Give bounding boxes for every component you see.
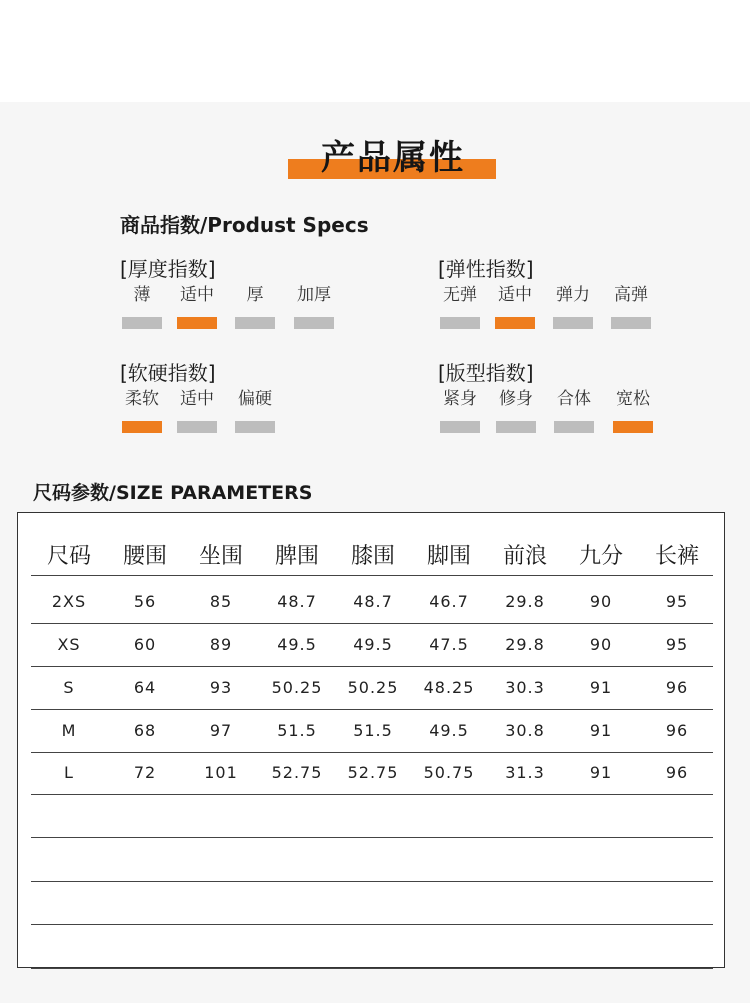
table-header-cell: 九分 (578, 544, 623, 569)
spec-option (177, 282, 217, 308)
table-cell: 64 (133, 678, 157, 697)
table-header-cell: 前浪 (502, 544, 547, 569)
spec-group-elasticity (438, 256, 648, 342)
table-cell: 29.8 (505, 592, 545, 611)
table-header-cell: 长裤 (654, 544, 699, 569)
spec-indicator-bar (235, 317, 275, 329)
table-header-cell: 脚围 (426, 544, 471, 569)
table-cell: 85 (209, 592, 233, 611)
table-cell: 50.75 (423, 763, 475, 782)
spec-indicator-bar (554, 421, 594, 433)
spec-option-label: 柔软 (125, 389, 159, 409)
spec-option (554, 386, 594, 412)
table-cell: 91 (589, 721, 613, 740)
spec-group-title: [软硬指数] (120, 361, 216, 385)
table-row (31, 581, 713, 624)
spec-indicator-bar (613, 421, 653, 433)
spec-group-title: [弹性指数] (438, 257, 534, 281)
table-cell: 52.75 (271, 763, 323, 782)
table-cell: 60 (133, 635, 157, 654)
size-table (17, 512, 725, 968)
spec-option-label: 高弹 (614, 285, 648, 305)
spec-group-softness (120, 360, 272, 446)
table-cell: XS (57, 635, 81, 654)
spec-option (611, 282, 651, 308)
spec-option-label: 宽松 (616, 389, 650, 409)
table-cell: 56 (133, 592, 157, 611)
spec-indicator-bar (611, 317, 651, 329)
table-row (31, 710, 713, 753)
table-cell: M (61, 721, 77, 740)
spec-option (496, 386, 536, 412)
table-cell: 91 (589, 763, 613, 782)
spec-group-title: [厚度指数] (120, 257, 216, 281)
table-cell: 48.7 (277, 592, 317, 611)
table-header-cell: 腰围 (122, 544, 167, 569)
spec-indicator-bar (177, 421, 217, 433)
table-cell: 30.3 (505, 678, 545, 697)
table-cell: 49.5 (429, 721, 469, 740)
table-cell: 50.25 (347, 678, 399, 697)
spec-indicator-bar (440, 317, 480, 329)
table-cell: 97 (209, 721, 233, 740)
spec-option-label: 弹力 (556, 285, 590, 305)
table-cell: 48.25 (423, 678, 475, 697)
spec-option (440, 386, 480, 412)
table-cell: 50.25 (271, 678, 323, 697)
section-title (288, 137, 498, 183)
spec-option (440, 282, 480, 308)
spec-option (235, 282, 275, 308)
table-row-empty (31, 795, 713, 838)
spec-group-thickness (120, 256, 331, 342)
table-cell: 95 (665, 592, 689, 611)
table-cell: 30.8 (505, 721, 545, 740)
table-header-cell: 膝围 (350, 544, 395, 569)
table-header-cell: 坐围 (198, 544, 243, 569)
table-cell: 2XS (51, 592, 87, 611)
spec-option (553, 282, 593, 308)
spec-indicator-bar (122, 317, 162, 329)
spec-option (495, 282, 535, 308)
table-cell: 96 (665, 678, 689, 697)
table-cell: 96 (665, 763, 689, 782)
section-title-text: 产品属性 (321, 138, 465, 178)
spec-option (613, 386, 653, 412)
table-cell: 46.7 (429, 592, 469, 611)
table-cell: 93 (209, 678, 233, 697)
spec-options (438, 386, 650, 446)
table-cell: 96 (665, 721, 689, 740)
table-row (31, 667, 713, 710)
size-parameters-heading: 尺码参数/SIZE PARAMETERS (33, 482, 313, 504)
spec-option-label: 合体 (557, 389, 591, 409)
table-cell: S (63, 678, 75, 697)
table-row-empty (31, 839, 713, 882)
spec-indicator-bar (495, 317, 535, 329)
table-header-row (31, 539, 713, 576)
spec-option-label: 修身 (499, 389, 533, 409)
spec-group-title: [版型指数] (438, 361, 534, 385)
spec-option-label: 无弹 (443, 285, 477, 305)
spec-indicator-bar (177, 317, 217, 329)
spec-option-label: 紧身 (443, 389, 477, 409)
table-row-empty (31, 926, 713, 969)
spec-indicator-bar (496, 421, 536, 433)
table-cell: 47.5 (429, 635, 469, 654)
table-cell: 90 (589, 635, 613, 654)
spec-group-fit (438, 360, 650, 446)
table-row-empty (31, 882, 713, 925)
table-cell: 51.5 (353, 721, 393, 740)
table-row (31, 752, 713, 795)
spec-indicator-bar (440, 421, 480, 433)
table-cell: L (64, 763, 74, 782)
table-cell: 29.8 (505, 635, 545, 654)
table-cell: 31.3 (505, 763, 545, 782)
spec-option-label: 厚 (246, 285, 264, 305)
spec-indicator-bar (553, 317, 593, 329)
table-cell: 52.75 (347, 763, 399, 782)
spec-option (235, 386, 275, 412)
table-cell: 101 (204, 763, 238, 782)
table-cell: 49.5 (277, 635, 317, 654)
table-header-cell: 脾围 (274, 544, 319, 569)
spec-options (120, 386, 272, 446)
table-header-cell: 尺码 (46, 544, 91, 569)
table-cell: 95 (665, 635, 689, 654)
table-cell: 72 (133, 763, 157, 782)
table-cell: 68 (133, 721, 157, 740)
specs-heading: 商品指数/Produst Specs (120, 213, 369, 237)
spec-option-label: 适中 (498, 285, 532, 305)
table-cell: 91 (589, 678, 613, 697)
spec-option (294, 282, 334, 308)
spec-indicator-bar (294, 317, 334, 329)
spec-option-label: 适中 (180, 389, 214, 409)
spec-option-label: 适中 (180, 285, 214, 305)
spec-indicator-bar (235, 421, 275, 433)
spec-options (120, 282, 331, 342)
table-cell: 89 (209, 635, 233, 654)
spec-option (122, 282, 162, 308)
spec-option-label: 偏硬 (238, 389, 272, 409)
table-cell: 49.5 (353, 635, 393, 654)
table-cell: 51.5 (277, 721, 317, 740)
spec-option (177, 386, 217, 412)
table-row (31, 624, 713, 667)
spec-option-label: 加厚 (297, 285, 331, 305)
spec-option-label: 薄 (133, 285, 151, 305)
spec-option (122, 386, 162, 412)
table-cell: 90 (589, 592, 613, 611)
spec-indicator-bar (122, 421, 162, 433)
spec-options (438, 282, 648, 342)
table-cell: 48.7 (353, 592, 393, 611)
